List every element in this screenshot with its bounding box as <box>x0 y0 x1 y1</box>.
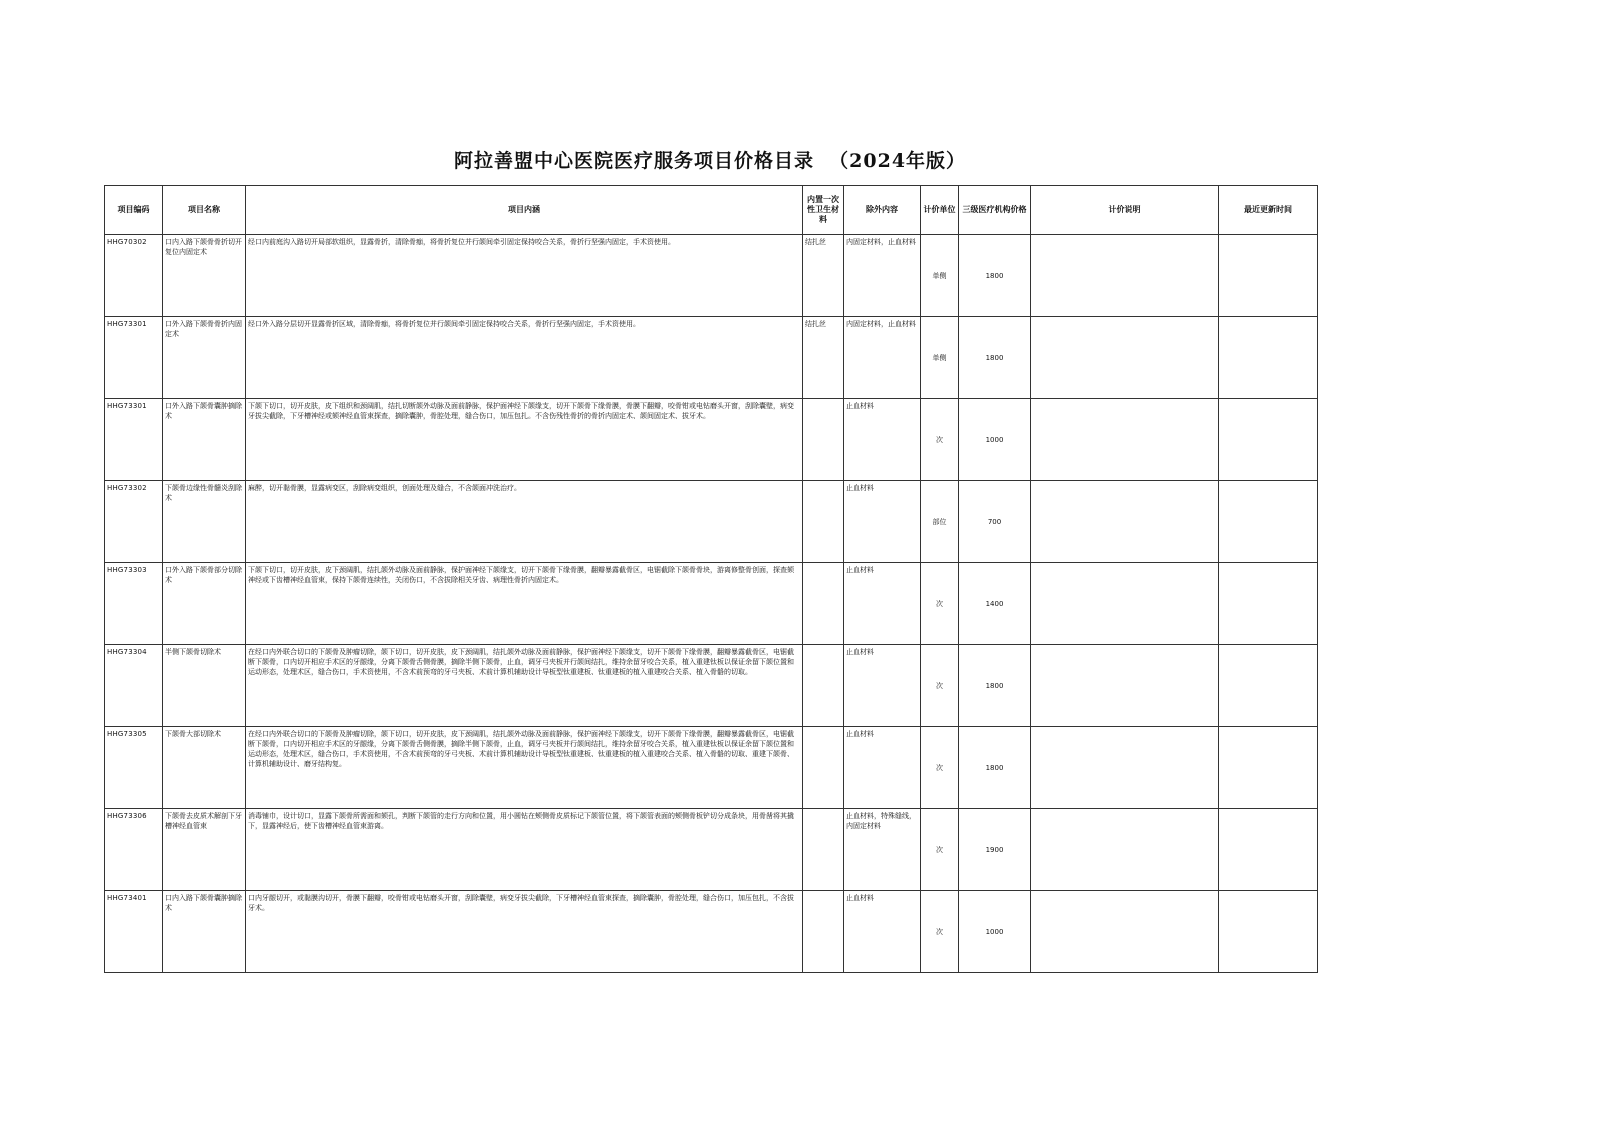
cell-price: 1800 <box>959 645 1031 727</box>
cell-disposable: 结扎丝 <box>803 235 844 317</box>
cell-note <box>1031 727 1219 809</box>
table-header-row <box>105 186 1318 235</box>
table-row <box>105 481 1318 563</box>
cell-code: HHG73302 <box>105 481 163 563</box>
document-title: 阿拉善盟中心医院医疗服务项目价格目录 （2024年版） <box>453 150 967 172</box>
cell-code: HHG70302 <box>105 235 163 317</box>
cell-excluded: 止血材料 <box>844 891 921 973</box>
cell-updated <box>1219 481 1318 563</box>
cell-code: HHG73306 <box>105 809 163 891</box>
cell-updated <box>1219 891 1318 973</box>
cell-price: 1000 <box>959 399 1031 481</box>
cell-note <box>1031 809 1219 891</box>
cell-content: 下颌下切口，切开皮肤，皮下颈阔肌，结扎颌外动脉及面前静脉，保护面神经下颌缘支，切开下颌骨下缘骨膜，翻瓣暴露截骨区，电锯截除下颌骨骨块，游离修整骨创面，探查颏神经或下齿槽神经血管束，保持下颌骨连续性，关闭伤口，不含拔除相关牙齿、病理性骨折内固定术。 <box>246 563 803 645</box>
cell-content: 麻醉，切开黏骨膜，显露病变区，刮除病变组织，创面处理及缝合，不含颌面冲洗治疗。 <box>246 481 803 563</box>
cell-note <box>1031 235 1219 317</box>
price-table <box>104 185 1318 973</box>
cell-code: HHG73305 <box>105 727 163 809</box>
cell-updated <box>1219 645 1318 727</box>
table-row <box>105 891 1318 973</box>
cell-excluded: 止血材料 <box>844 727 921 809</box>
header-name: 项目名称 <box>163 186 246 235</box>
cell-price: 1900 <box>959 809 1031 891</box>
cell-updated <box>1219 235 1318 317</box>
cell-excluded: 内固定材料，止血材料 <box>844 317 921 399</box>
cell-price: 700 <box>959 481 1031 563</box>
cell-note <box>1031 481 1219 563</box>
cell-name: 下颌骨去皮质术解剖下牙槽神经血管束 <box>163 809 246 891</box>
cell-code: HHG73401 <box>105 891 163 973</box>
cell-updated <box>1219 809 1318 891</box>
cell-updated <box>1219 727 1318 809</box>
cell-excluded: 止血材料 <box>844 399 921 481</box>
cell-unit: 次 <box>921 399 959 481</box>
cell-unit: 次 <box>921 891 959 973</box>
cell-price: 1400 <box>959 563 1031 645</box>
cell-unit: 次 <box>921 563 959 645</box>
cell-excluded: 止血材料 <box>844 481 921 563</box>
table-row <box>105 645 1318 727</box>
cell-price: 1800 <box>959 317 1031 399</box>
cell-unit: 单侧 <box>921 235 959 317</box>
cell-content: 消毒铺巾，设计切口，显露下颌骨所需面和颏孔，判断下颌管的走行方向和位置，用小圆钻在颊侧骨皮质标记下颌管位置，将下颌管表面的颊侧骨板铲切分成条块，用骨凿将其撬下，显露神经后，使下齿槽神经血管束游离。 <box>246 809 803 891</box>
cell-unit: 次 <box>921 645 959 727</box>
cell-excluded: 止血材料 <box>844 563 921 645</box>
header-code: 项目编码 <box>105 186 163 235</box>
header-updated: 最近更新时间 <box>1219 186 1318 235</box>
cell-name: 口外入路下颌骨骨折内固定术 <box>163 317 246 399</box>
header-price: 三级医疗机构价格 <box>959 186 1031 235</box>
cell-disposable <box>803 481 844 563</box>
cell-content: 经口外入路分层切开显露骨折区域，清除骨痂，将骨折复位并行颌间牵引固定保持咬合关系，骨折行坚强内固定，手术资使用。 <box>246 317 803 399</box>
cell-code: HHG73304 <box>105 645 163 727</box>
table-row <box>105 317 1318 399</box>
table-row <box>105 235 1318 317</box>
cell-note <box>1031 645 1219 727</box>
cell-note <box>1031 891 1219 973</box>
cell-note <box>1031 563 1219 645</box>
cell-unit: 次 <box>921 727 959 809</box>
cell-unit: 次 <box>921 809 959 891</box>
cell-disposable <box>803 399 844 481</box>
cell-name: 下颌骨大部切除术 <box>163 727 246 809</box>
cell-price: 1800 <box>959 235 1031 317</box>
cell-disposable <box>803 563 844 645</box>
cell-content: 下颌下切口，切开皮肤，皮下组织和颈阔肌，结扎切断颌外动脉及面前静脉，保护面神经下颌缘支，切开下颌骨下缘骨膜，骨膜下翻瓣，咬骨钳或电钻磨头开窗，刮除囊壁，病变牙拔尖截除，下牙槽神经或颏神经血管束探查，摘除囊肿，骨腔处理，缝合伤口，加压包扎。不含伤残性骨折的骨折内固定术、颌间固定术、拔牙术。 <box>246 399 803 481</box>
cell-content: 经口内前庭沟入路切开局部软组织，显露骨折，清除骨痂，将骨折复位并行颌间牵引固定保持咬合关系，骨折行坚强内固定，手术资使用。 <box>246 235 803 317</box>
header-unit: 计价单位 <box>921 186 959 235</box>
cell-disposable <box>803 727 844 809</box>
header-content: 项目内涵 <box>246 186 803 235</box>
cell-disposable: 结扎丝 <box>803 317 844 399</box>
cell-note <box>1031 317 1219 399</box>
table-row <box>105 727 1318 809</box>
cell-name: 口外入路下颌骨囊肿摘除术 <box>163 399 246 481</box>
cell-price: 1000 <box>959 891 1031 973</box>
cell-unit: 单侧 <box>921 317 959 399</box>
cell-disposable <box>803 809 844 891</box>
cell-code: HHG73303 <box>105 563 163 645</box>
table-row <box>105 563 1318 645</box>
cell-name: 口外入路下颌骨部分切除术 <box>163 563 246 645</box>
header-note: 计价说明 <box>1031 186 1219 235</box>
cell-excluded: 止血材料 <box>844 645 921 727</box>
cell-code: HHG73301 <box>105 317 163 399</box>
cell-updated <box>1219 317 1318 399</box>
header-excluded: 除外内容 <box>844 186 921 235</box>
cell-price: 1800 <box>959 727 1031 809</box>
cell-name: 口内入路下颌骨骨折切开复位内固定术 <box>163 235 246 317</box>
cell-unit: 部位 <box>921 481 959 563</box>
cell-updated <box>1219 399 1318 481</box>
cell-disposable <box>803 645 844 727</box>
cell-excluded: 止血材料，特殊缝线，内固定材料 <box>844 809 921 891</box>
table-row <box>105 809 1318 891</box>
cell-updated <box>1219 563 1318 645</box>
cell-name: 半侧下颌骨切除术 <box>163 645 246 727</box>
cell-name: 口内入路下颌骨囊肿摘除术 <box>163 891 246 973</box>
cell-note <box>1031 399 1219 481</box>
cell-code: HHG73301 <box>105 399 163 481</box>
header-disposable: 内置一次性卫生材料 <box>803 186 844 235</box>
cell-content: 在经口内外联合切口的下颌骨及肿瘤切除，颌下切口，切开皮肤，皮下颈阔肌，结扎颌外动脉及面前静脉，保护面神经下颌缘支，切开下颌骨下缘骨膜，翻瓣暴露截骨区，电锯截断下颌骨，口内切开相应手术区的牙龈缘，分离下颌骨舌侧骨膜，摘除半侧下颌骨，止血，调牙弓夹板并行颌间结扎，维持余留牙咬合关系，植入重建钛板以保证余留下颌位置和运动形态，处理术区，缝合伤口，手术资使用，不含术前预弯的牙弓夹板、术前计算机辅助设计导板型钛重建板、钛重建板的植入重建咬合关系、植入骨骼的切取。 <box>246 645 803 727</box>
cell-content: 在经口内外联合切口的下颌骨及肿瘤切除，颌下切口，切开皮肤，皮下颈阔肌，结扎颌外动脉及面前静脉，保护面神经下颌缘支，切开下颌骨下缘骨膜，翻瓣暴露截骨区，电锯截断下颌骨，口内切开相应手术区的牙龈缘，分离下颌骨舌侧骨膜，摘除半侧下颌骨，止血，调牙弓夹板并行颌间结扎，维持余留牙咬合关系，植入重建钛板以保证余留下颌位置和运动形态，处理术区，缝合伤口，手术资使用，不含术前预弯的牙弓夹板、术前计算机辅助设计导板型钛重建板、钛重建板的植入重建咬合关系、植入骨骼的切取、重建下颌骨、计算机辅助设计、磨牙结构复。 <box>246 727 803 809</box>
cell-disposable <box>803 891 844 973</box>
cell-name: 下颌骨边缘性骨髓炎刮除术 <box>163 481 246 563</box>
cell-content: 口内牙龈切开，或黏膜沟切开，骨膜下翻瓣，咬骨钳或电钻磨头开窗，刮除囊壁，病变牙拔尖截除，下牙槽神经血管束探查，摘除囊肿，骨腔处理，缝合伤口，加压包扎，不含拔牙术。 <box>246 891 803 973</box>
cell-excluded: 内固定材料，止血材料 <box>844 235 921 317</box>
table-row <box>105 399 1318 481</box>
